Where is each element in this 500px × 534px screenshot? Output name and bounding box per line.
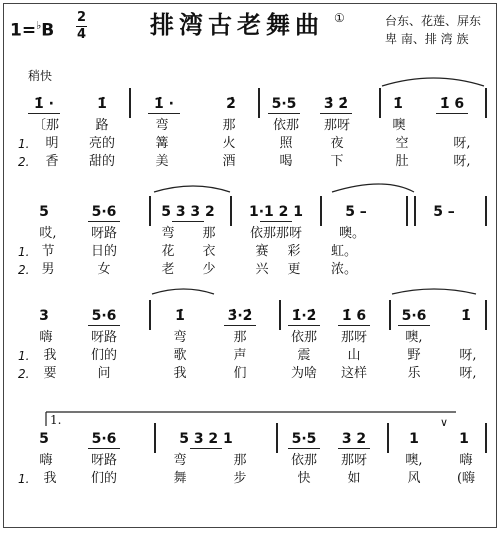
note-group: 1 (409, 431, 419, 447)
lyric-syllable: 那 (233, 453, 247, 468)
verse-number: 2. (18, 263, 30, 277)
lyric-syllable: 噢。 (338, 226, 366, 241)
lyric-syllable: 呀, (459, 366, 477, 381)
lyric-syllable: 我 (43, 471, 57, 486)
note-group: 5 (39, 204, 49, 220)
lyric-syllable: 那呀 (340, 453, 368, 468)
verse-number: 1. (18, 245, 30, 259)
note-group: 1̇ · (34, 96, 54, 112)
lyric-syllable: 更 (287, 262, 301, 277)
note-group: 5 (39, 431, 49, 447)
lyric-syllable: 震 (297, 348, 311, 363)
lyric-syllable: 嗨 (459, 453, 473, 468)
lyric-syllable: 下 (330, 154, 344, 169)
meter-denominator: 4 (76, 26, 87, 42)
lyric-syllable: 们的 (90, 471, 118, 486)
note-group: 1̇ (393, 96, 403, 112)
lyric-syllable: 噢, (405, 453, 423, 468)
note-group: 5 – (433, 204, 455, 220)
lyric-syllable: 空 (395, 136, 409, 151)
verse-number: 1. (18, 137, 30, 151)
lyric-syllable: 舞 (173, 471, 187, 486)
note-group: 1̇ (461, 308, 471, 324)
lyric-syllable: 男 (41, 262, 55, 277)
note-group: 3̇·2̇ (227, 308, 253, 324)
lyric-syllable: 声 (233, 348, 247, 363)
lyric-syllable: 步 (233, 471, 247, 486)
lyric-syllable: 那呀 (323, 118, 351, 133)
lyric-syllable: 那 (233, 330, 247, 345)
lyric-syllable: 歌 (173, 348, 187, 363)
breath-mark: ∨ (440, 416, 449, 429)
note-group: 5 – (345, 204, 367, 220)
lyric-syllable: 这样 (340, 366, 368, 381)
lyric-syllable: 明 (45, 136, 59, 151)
lyric-syllable: 那 (222, 118, 236, 133)
note-group: 5·6 (91, 308, 117, 324)
footnote-mark: ① (334, 11, 345, 25)
lyric-syllable: 酒 (222, 154, 236, 169)
lyric-syllable: 呀路 (90, 453, 118, 468)
lyric-syllable: 依那 (290, 330, 318, 345)
lyric-syllable: 火 (222, 136, 236, 151)
note-group: 3̇ 2̇ (323, 96, 349, 112)
lyric-syllable: 哎, (39, 226, 57, 241)
lyric-syllable: 如 (347, 471, 361, 486)
lyric-syllable: 亮的 (88, 136, 116, 151)
note-group: 3 2 (341, 431, 367, 447)
lyric-syllable: 呀, (453, 154, 471, 169)
note-group: 1̇ 6 (341, 308, 367, 324)
note-group: 5·5 (271, 96, 297, 112)
lyric-syllable: 我 (173, 366, 187, 381)
song-title: 排湾古老舞曲 (150, 10, 324, 39)
note-group: 1̇ 6 (439, 96, 465, 112)
verse-number: 2. (18, 367, 30, 381)
lyric-syllable: 老 (161, 262, 175, 277)
note-group: 5·6 (91, 204, 117, 220)
lyric-syllable: 浓。 (330, 262, 358, 277)
lyric-syllable: 喝 (279, 154, 293, 169)
lyric-syllable: 女 (97, 262, 111, 277)
note-group: 5·6 (401, 308, 427, 324)
lyric-syllable: 弯 (173, 330, 187, 345)
key-signature: 1=♭B (10, 19, 55, 41)
note-group: 1 (459, 431, 469, 447)
song-origin: 台东、花莲、屏东 卑 南、排 湾 族 (385, 14, 482, 46)
lyric-syllable: 风 (407, 471, 421, 486)
note-group: 1̇ (97, 96, 107, 112)
lyric-syllable: 赛 (255, 244, 269, 259)
lyric-syllable: 弯 (173, 453, 187, 468)
note-group: 5·5 (291, 431, 317, 447)
lyric-syllable: (嗨 (456, 471, 476, 486)
lyric-syllable: 那呀 (340, 330, 368, 345)
lyric-syllable: 篝 (155, 136, 169, 151)
lyric-syllable: 呀, (459, 348, 477, 363)
lyric-syllable: 为啥 (290, 366, 318, 381)
note-group: 1̇·2̇ (291, 308, 317, 324)
note-group: 2̇ (226, 96, 236, 112)
lyric-syllable: 快 (297, 471, 311, 486)
lyric-syllable: 日的 (90, 244, 118, 259)
meter-numerator: 2 (76, 10, 87, 25)
lyric-syllable: 路 (95, 118, 109, 133)
lyric-syllable: 噢, (405, 330, 423, 345)
lyric-syllable: 肚 (395, 154, 409, 169)
lyric-syllable: 要 (43, 366, 57, 381)
lyric-syllable: 弯 (161, 226, 175, 241)
score-sheet (3, 3, 497, 528)
lyric-syllable: 问 (97, 366, 111, 381)
verse-number: 1. (18, 349, 30, 363)
lyric-syllable: 〔那 (32, 118, 60, 133)
lyric-syllable: 少 (202, 262, 216, 277)
lyric-syllable: 衣 (202, 244, 216, 259)
note-group: 1̇ (175, 308, 185, 324)
lyric-syllable: 照 (279, 136, 293, 151)
lyric-syllable: 野 (407, 348, 421, 363)
slur-marks (4, 4, 497, 528)
lyric-syllable: 嗨 (39, 453, 53, 468)
lyric-syllable: 噢 (392, 118, 406, 133)
volta-label: 1. (50, 413, 62, 427)
lyric-syllable: 夜 (330, 136, 344, 151)
lyric-syllable: 彩 (287, 244, 301, 259)
lyric-syllable: 依那 (290, 453, 318, 468)
note-group: 1·1 2 1 (248, 204, 304, 220)
lyric-syllable: 兴 (255, 262, 269, 277)
lyric-syllable: 弯 (155, 118, 169, 133)
tempo-marking: 稍快 (28, 69, 53, 83)
lyric-syllable: 依那 (272, 118, 300, 133)
note-group: 3 (39, 308, 49, 324)
note-group: 5 3 3 2 (161, 204, 215, 220)
lyric-syllable: 我 (43, 348, 57, 363)
lyric-syllable: 虹。 (330, 244, 358, 259)
lyric-syllable: 们的 (90, 348, 118, 363)
lyric-syllable: 香 (45, 154, 59, 169)
lyric-syllable: 山 (347, 348, 361, 363)
verse-number: 2. (18, 155, 30, 169)
lyric-syllable: 花 (161, 244, 175, 259)
lyric-syllable: 节 (41, 244, 55, 259)
lyric-syllable: 呀, (453, 136, 471, 151)
lyric-syllable: 美 (155, 154, 169, 169)
note-group: 5·6 (91, 431, 117, 447)
lyric-syllable: 们 (233, 366, 247, 381)
lyric-syllable: 甜的 (88, 154, 116, 169)
lyric-syllable: 那 (202, 226, 216, 241)
lyric-syllable: 呀路 (90, 330, 118, 345)
lyric-syllable: 嗨 (39, 330, 53, 345)
verse-number: 1. (18, 472, 30, 486)
note-group: 1̇ · (154, 96, 174, 112)
lyric-syllable: 呀路 (90, 226, 118, 241)
lyric-syllable: 乐 (407, 366, 421, 381)
lyric-syllable: 依那那呀 (249, 226, 303, 241)
note-group: 5 3 2 1 (179, 431, 233, 447)
